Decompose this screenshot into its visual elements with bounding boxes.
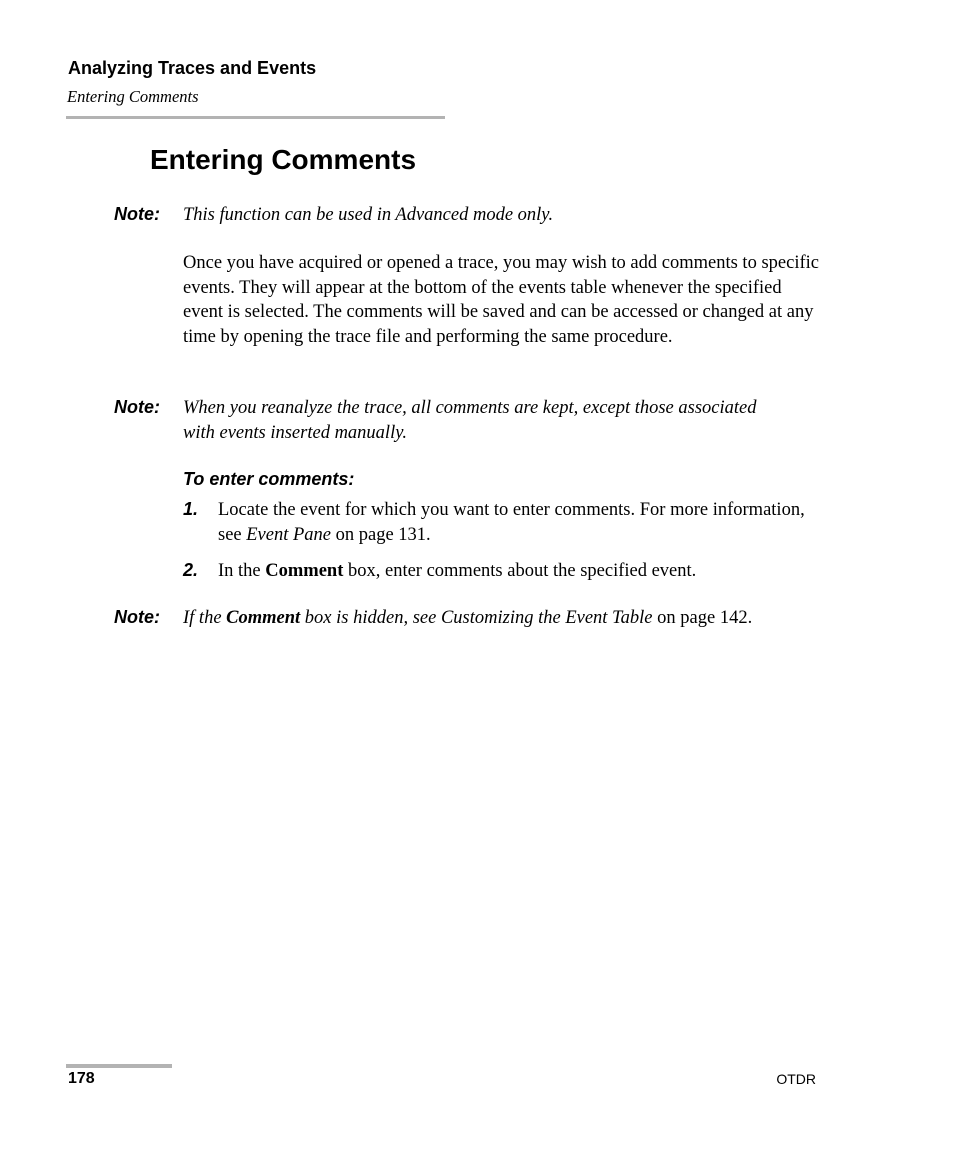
page-number: 178 (68, 1070, 95, 1087)
step-text (218, 559, 818, 584)
step-text-part: In the (218, 561, 266, 581)
chapter-title: Analyzing Traces and Events (68, 58, 317, 78)
note-label: Note: (114, 607, 160, 627)
page-title: Entering Comments (150, 144, 417, 175)
note-label: Note: (114, 204, 160, 224)
note-text: This function can be used in Advanced mode only. (183, 205, 554, 225)
footer-divider (66, 1064, 172, 1068)
note-text-part: box is hidden, see (300, 608, 441, 628)
ui-term-comment: Comment (226, 608, 301, 628)
step-text (218, 498, 818, 547)
ui-term-comment: Comment (265, 561, 344, 581)
intro-paragraph: Once you have acquired or opened a trace, you may wish to add comments to specific events. They will appear at the bottom of the events table whenever the specified event is selected. The comments will be saved and can be accessed or changed at any time by opening the trace file and performing the same procedure. (183, 253, 819, 347)
header-divider (66, 116, 445, 119)
note-text: When you reanalyze the trace, all comments are kept, except those associated with events inserted manually. (183, 398, 757, 443)
step-text-part: Locate the event for which you want to enter comments. For more information, see (218, 500, 805, 545)
step-number: 2. (183, 560, 199, 580)
note-label: Note: (114, 397, 160, 417)
step-text-part: on page 131. (331, 524, 431, 545)
step-number: 1. (183, 499, 199, 519)
product-name: OTDR (776, 1071, 816, 1087)
step-text-part: box, enter comments about the specified event. (343, 561, 697, 581)
procedure-heading: To enter comments: (183, 469, 355, 489)
note-text (183, 606, 783, 631)
section-subtitle: Entering Comments (67, 87, 199, 106)
customizing-event-table-link[interactable]: Customizing the Event Table (440, 608, 653, 628)
note-text-part: If the (183, 608, 227, 628)
event-pane-link[interactable]: Event Pane (246, 524, 331, 545)
note-text-part: on page 142. (652, 608, 753, 628)
